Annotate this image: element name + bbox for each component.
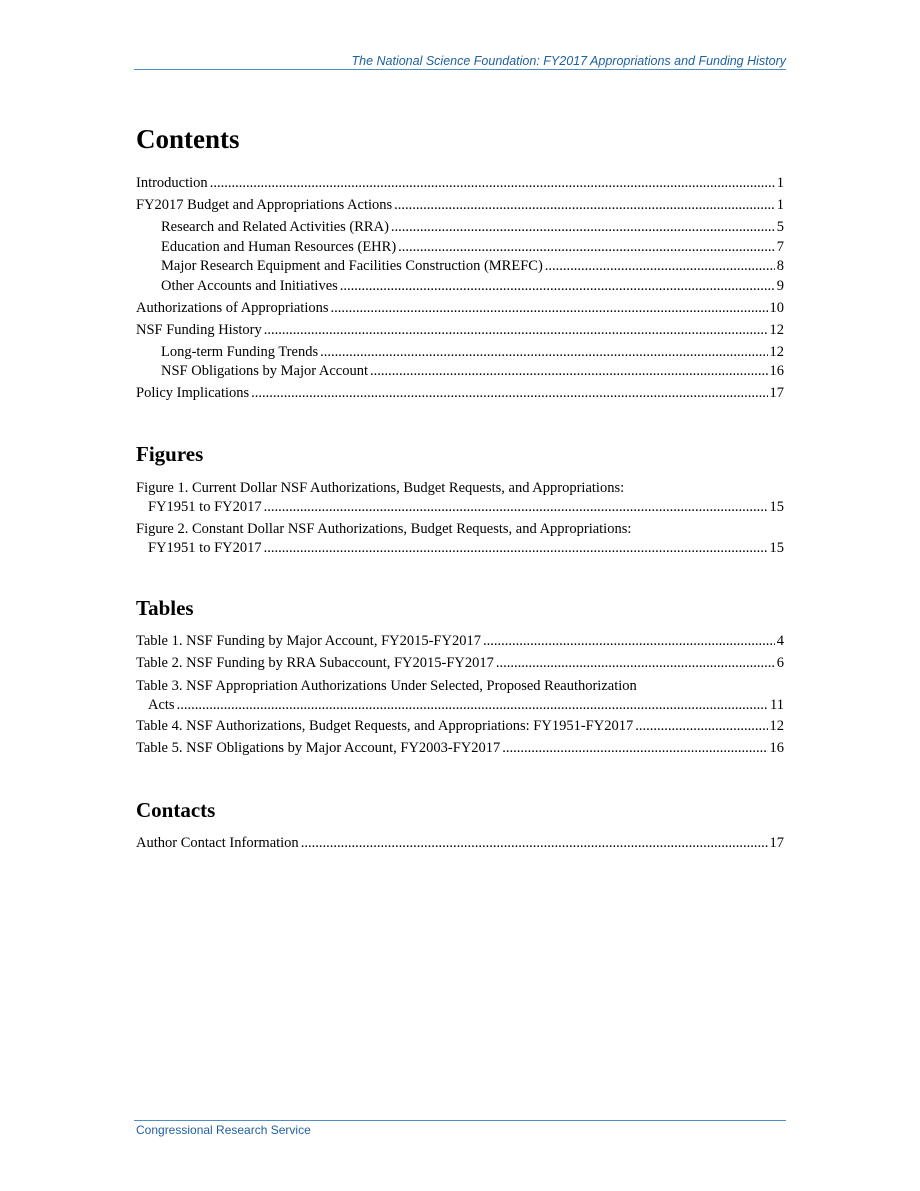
table-entry-title-cont: Acts bbox=[148, 697, 175, 713]
dot-leader bbox=[331, 299, 768, 317]
header-rule bbox=[134, 69, 786, 70]
toc-entry-page: 12 bbox=[769, 321, 784, 338]
toc-entry-page: 1 bbox=[776, 175, 784, 191]
toc-entry-mrefc[interactable] bbox=[136, 257, 784, 277]
toc-entry-policy-implications[interactable] bbox=[136, 384, 784, 406]
toc-entry-page: 5 bbox=[776, 219, 784, 235]
toc-entry-page: 12 bbox=[769, 343, 784, 360]
running-header: The National Science Foundation: FY2017 Appropriations and Funding History bbox=[351, 54, 786, 68]
dot-leader bbox=[264, 321, 768, 339]
contact-entry-page: 17 bbox=[769, 835, 784, 851]
toc-entry-other-accounts[interactable] bbox=[136, 277, 784, 299]
toc-entry-authorizations[interactable] bbox=[136, 299, 784, 321]
table-entry-1[interactable] bbox=[136, 632, 784, 654]
toc-entry-page: 17 bbox=[769, 385, 784, 401]
tables-heading: Tables bbox=[136, 596, 194, 620]
table-entry-page: 12 bbox=[769, 718, 784, 734]
figure-entry-continuation bbox=[136, 498, 784, 516]
toc-entry-label: Authorizations of Appropriations bbox=[136, 299, 329, 316]
dot-leader bbox=[301, 834, 768, 852]
figure-entry-title-cont: FY1951 to FY2017 bbox=[148, 540, 262, 556]
contact-entry-title: Author Contact Information bbox=[136, 835, 299, 851]
running-footer: Congressional Research Service bbox=[136, 1123, 311, 1137]
toc-entry-page: 1 bbox=[776, 197, 784, 213]
figure-entry-continuation bbox=[136, 539, 784, 557]
table-entry-page: 4 bbox=[776, 633, 784, 649]
dot-leader bbox=[635, 717, 767, 735]
contacts-list bbox=[136, 834, 784, 856]
contact-entry-author[interactable] bbox=[136, 834, 784, 856]
dot-leader bbox=[496, 654, 775, 672]
figure-entry-page: 15 bbox=[769, 540, 784, 556]
dot-leader bbox=[394, 196, 775, 214]
dot-leader bbox=[210, 174, 775, 192]
dot-leader bbox=[264, 539, 768, 557]
toc-entry-label: Introduction bbox=[136, 175, 208, 191]
toc-entry-label: NSF Obligations by Major Account bbox=[161, 363, 369, 379]
toc-entry-obligations[interactable] bbox=[136, 362, 784, 384]
figure-entry-title: Figure 1. Current Dollar NSF Authorizations, Budget Requests, and Appropriations: bbox=[136, 480, 625, 496]
figures-heading: Figures bbox=[136, 442, 204, 466]
toc-entry-funding-history[interactable] bbox=[136, 321, 784, 343]
toc-entry-label: FY2017 Budget and Appropriations Actions bbox=[136, 197, 393, 213]
table-entry-page: 6 bbox=[776, 655, 784, 671]
dot-leader bbox=[320, 343, 767, 361]
toc-entry-label: Education and Human Resources (EHR) bbox=[161, 238, 397, 255]
toc-entry-label: Other Accounts and Initiatives bbox=[161, 277, 338, 294]
dot-leader bbox=[340, 277, 775, 295]
toc-entry-fy2017-budget[interactable] bbox=[136, 196, 784, 218]
toc-entry-label: Long-term Funding Trends bbox=[161, 343, 319, 360]
table-entry-title: Table 2. NSF Funding by RRA Subaccount, FY2015-FY2017 bbox=[136, 655, 494, 671]
dot-leader bbox=[177, 696, 768, 714]
toc-entry-page: 8 bbox=[776, 258, 784, 274]
table-entry-3[interactable] bbox=[136, 676, 784, 717]
toc-entry-long-term-trends[interactable] bbox=[136, 343, 784, 363]
table-entry-title: Table 5. NSF Obligations by Major Account, FY2003-FY2017 bbox=[136, 740, 501, 756]
toc-entry-page: 10 bbox=[769, 299, 784, 316]
contents-list bbox=[136, 174, 784, 406]
table-entry-2[interactable] bbox=[136, 654, 784, 676]
table-entry-page: 11 bbox=[770, 697, 784, 713]
table-entry-5[interactable] bbox=[136, 739, 784, 761]
toc-entry-label: NSF Funding History bbox=[136, 321, 262, 338]
toc-entry-label: Research and Related Activities (RRA) bbox=[161, 219, 389, 235]
toc-entry-ehr[interactable] bbox=[136, 238, 784, 258]
contents-heading: Contents bbox=[136, 124, 240, 154]
figure-entry-2[interactable] bbox=[136, 519, 784, 560]
table-entry-page: 16 bbox=[769, 740, 784, 756]
toc-entry-page: 9 bbox=[776, 277, 784, 294]
figure-entry-title-cont: FY1951 to FY2017 bbox=[148, 499, 262, 515]
toc-entry-label: Major Research Equipment and Facilities Construction (MREFC) bbox=[161, 258, 543, 274]
table-entry-title: Table 1. NSF Funding by Major Account, FY2015-FY2017 bbox=[136, 633, 481, 649]
dot-leader bbox=[502, 739, 767, 757]
table-entry-continuation bbox=[136, 696, 784, 714]
toc-entry-rra[interactable] bbox=[136, 218, 784, 238]
dot-leader bbox=[264, 498, 768, 516]
tables-list bbox=[136, 632, 784, 761]
dot-leader bbox=[391, 218, 775, 236]
toc-entry-introduction[interactable] bbox=[136, 174, 784, 196]
table-entry-title: Table 4. NSF Authorizations, Budget Requests, and Appropriations: FY1951-FY2017 bbox=[136, 718, 634, 734]
table-entry-4[interactable] bbox=[136, 717, 784, 739]
dot-leader bbox=[370, 362, 767, 380]
dot-leader bbox=[251, 384, 767, 402]
figures-list bbox=[136, 478, 784, 560]
toc-entry-page: 16 bbox=[769, 363, 784, 379]
footer-rule bbox=[134, 1120, 786, 1121]
figure-entry-page: 15 bbox=[769, 499, 784, 515]
table-entry-title: Table 3. NSF Appropriation Authorizations Under Selected, Proposed Reauthorization bbox=[136, 678, 637, 694]
dot-leader bbox=[483, 632, 775, 650]
toc-entry-label: Policy Implications bbox=[136, 385, 250, 401]
toc-entry-page: 7 bbox=[776, 238, 784, 255]
contacts-heading: Contacts bbox=[136, 798, 216, 822]
figure-entry-title: Figure 2. Constant Dollar NSF Authorizations, Budget Requests, and Appropriations: bbox=[136, 521, 632, 537]
dot-leader bbox=[398, 238, 775, 256]
figure-entry-1[interactable] bbox=[136, 478, 784, 519]
dot-leader bbox=[545, 257, 775, 275]
